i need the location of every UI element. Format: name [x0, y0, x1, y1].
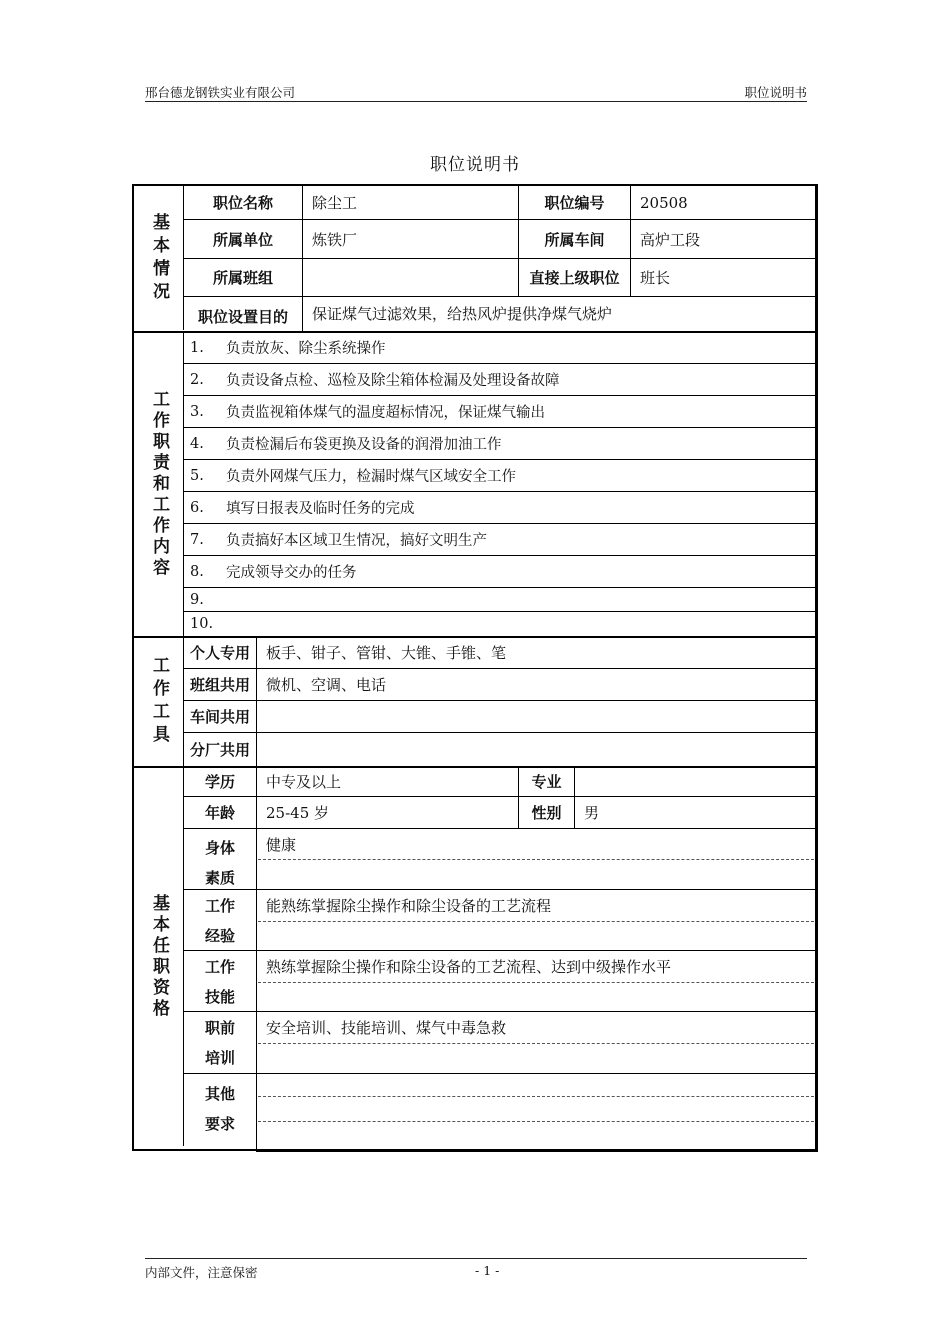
education-value: 中专及以上	[266, 773, 342, 791]
duty-item: 8. 完成领导交办的任务	[190, 563, 357, 581]
tools-row-label: 车间共用	[189, 708, 250, 726]
position-code-value: 20508	[640, 193, 688, 212]
superior-label: 直接上级职位	[529, 269, 620, 287]
qual-row-label: 职前 培训	[204, 1019, 235, 1067]
gender-value: 男	[584, 804, 600, 822]
superior-value: 班长	[640, 269, 671, 287]
education-label: 学历	[204, 773, 235, 791]
purpose-label: 职位设置目的	[197, 307, 288, 326]
tools-row-value: 板手、钳子、管钳、大锥、手锥、笔	[266, 644, 507, 662]
position-name-value: 除尘工	[312, 194, 358, 212]
section-tools	[134, 637, 183, 766]
section-tools-label: 工作工具	[149, 655, 169, 748]
section-duties-label: 工作职责和工作内容	[149, 389, 169, 579]
document-title: 职位说明书	[430, 155, 520, 175]
unit-label: 所属单位	[212, 230, 273, 249]
qual-row-value: 健康	[266, 835, 297, 854]
section-qualifications-label: 基本任职资格	[149, 894, 169, 1020]
duty-item: 5. 负责外网煤气压力，检漏时煤气区域安全工作	[190, 467, 516, 485]
qual-row-label: 工作 技能	[204, 958, 235, 1006]
section-duties	[134, 332, 183, 636]
page-number: - 1 -	[475, 1263, 500, 1278]
duty-item: 2. 负责设备点检、巡检及除尘箱体检漏及处理设备故障	[190, 371, 560, 389]
doc-type: 职位说明书	[744, 85, 807, 100]
tools-row-label: 个人专用	[189, 644, 250, 662]
qual-row-label: 其他 要求	[204, 1085, 235, 1133]
duty-item: 9.	[190, 591, 204, 608]
confidential-note: 内部文件，注意保密	[145, 1265, 258, 1280]
qual-row-value: 安全培训、技能培训、煤气中毒急救	[266, 1018, 507, 1037]
age-label: 年龄	[204, 804, 235, 822]
duty-item: 7. 负责搞好本区域卫生情况，搞好文明生产	[190, 531, 487, 549]
tools-row-label: 分厂共用	[189, 741, 250, 759]
purpose-value: 保证煤气过滤效果，给热风炉提供净煤气烧炉	[312, 305, 613, 323]
position-name-label: 职位名称	[212, 194, 273, 212]
qual-row-label: 工作 经验	[204, 897, 235, 945]
duty-item: 4. 负责检漏后布袋更换及设备的润滑加油工作	[190, 435, 502, 453]
position-code-label: 职位编号	[544, 194, 605, 212]
tools-row-label: 班组共用	[189, 676, 250, 694]
duty-item: 3. 负责监视箱体煤气的温度超标情况，保证煤气输出	[190, 403, 545, 421]
tools-row-value: 微机、空调、电话	[266, 676, 387, 694]
company-name: 邢台德龙钢铁实业有限公司	[145, 85, 296, 100]
workshop-value: 高炉工段	[640, 230, 701, 249]
duty-item: 10.	[190, 616, 214, 632]
qual-row-value: 能熟练掌握除尘操作和除尘设备的工艺流程	[266, 896, 552, 915]
page-footer	[145, 1258, 807, 1279]
unit-value: 炼铁厂	[312, 230, 358, 249]
qual-row-value: 熟练掌握除尘操作和除尘设备的工艺流程、达到中级操作水平	[266, 957, 672, 976]
major-label: 专业	[531, 773, 562, 791]
workshop-label: 所属车间	[544, 230, 605, 249]
section-qualifications	[134, 767, 183, 1147]
qual-row-label: 身体 素质	[204, 839, 235, 887]
age-value: 25-45 岁	[266, 804, 330, 822]
duty-item: 6. 填写日报表及临时任务的完成	[190, 499, 415, 517]
gender-label: 性别	[531, 804, 562, 822]
page-header	[145, 83, 807, 102]
section-basic-info-label: 基本情况	[149, 212, 169, 305]
section-basic-info	[134, 186, 183, 331]
team-label: 所属班组	[212, 269, 273, 287]
duty-item: 1. 负责放灰、除尘系统操作	[190, 339, 386, 357]
